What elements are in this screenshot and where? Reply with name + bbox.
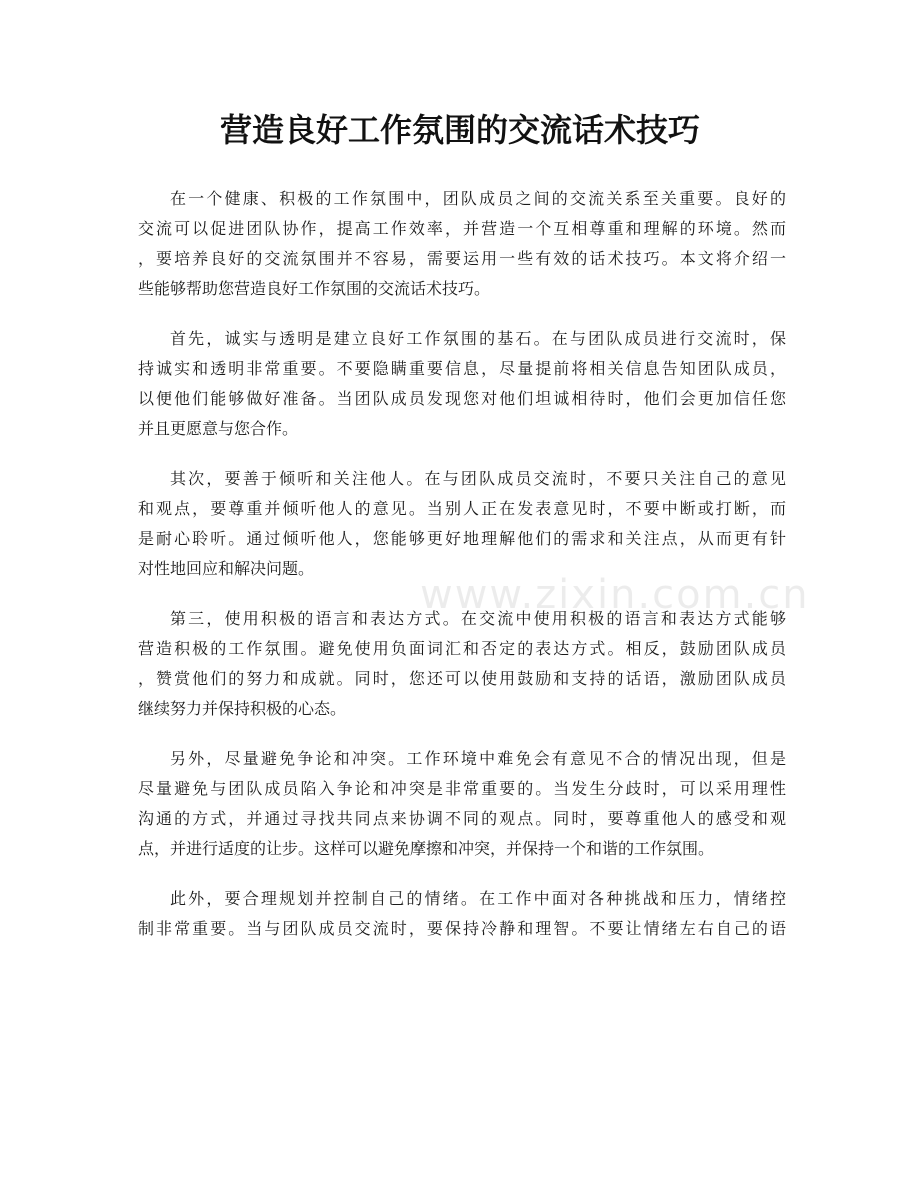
text-line: 些能够帮助您营造良好工作氛围的交流话术技巧。 [138,279,491,298]
text-line: 另外，尽量避免争论和冲突。工作环境中难免会有意见不合的情况出现，但是 [170,749,786,768]
text-line: 沟通的方式，并通过寻找共同点来协调不同的观点。同时，要尊重他人的感受和观 [138,809,786,828]
text-line: ，赞赏他们的努力和成就。同时，您还可以使用鼓励和支持的话语，激励团队成员 [138,669,786,688]
paragraph-5 [138,744,786,864]
document-title: 营造良好工作氛围的交流话术技巧 [219,111,700,149]
paragraph-6 [138,884,786,944]
text-line: 以便他们能够做好准备。当团队成员发现您对他们坦诚相待时，他们会更加信任您 [138,389,786,408]
text-line: 在一个健康、积极的工作氛围中，团队成员之间的交流关系至关重要。良好的 [170,189,786,208]
text-line: ，要培养良好的交流氛围并不容易，需要运用一些有效的话术技巧。本文将介绍一 [138,249,786,268]
paragraph-2 [138,324,786,444]
text-line: 制非常重要。当与团队成员交流时，要保持冷静和理智。不要让情绪左右自己的语 [138,919,786,938]
paragraph-4 [138,604,786,724]
text-line: 交流可以促进团队协作，提高工作效率，并营造一个互相尊重和理解的环境。然而 [138,219,786,238]
text-line: 持诚实和透明非常重要。不要隐瞒重要信息，尽量提前将相关信息告知团队成员， [138,359,786,378]
text-line: 点，并进行适度的让步。这样可以避免摩擦和冲突，并保持一个和谐的工作氛围。 [138,839,715,858]
watermark: www.zixin.com.cn [420,572,810,618]
text-line: 营造积极的工作氛围。避免使用负面词汇和否定的表达方式。相反，鼓励团队成员 [138,639,786,658]
text-line: 和观点，要尊重并倾听他人的意见。当别人正在发表意见时，不要中断或打断，而 [138,499,786,518]
text-line: 并且更愿意与您合作。 [138,419,299,438]
text-line: 首先，诚实与透明是建立良好工作氛围的基石。在与团队成员进行交流时，保 [170,329,786,348]
text-line: 此外，要合理规划并控制自己的情绪。在工作中面对各种挑战和压力，情绪控 [170,889,786,908]
text-line: 其次，要善于倾听和关注他人。在与团队成员交流时，不要只关注自己的意见 [170,469,786,488]
paragraph-1 [138,184,786,304]
text-line: 对性地回应和解决问题。 [138,559,315,578]
paragraph-3 [138,464,786,584]
text-line: 是耐心聆听。通过倾听他人，您能够更好地理解他们的需求和关注点，从而更有针 [138,529,786,548]
text-line: 第三，使用积极的语言和表达方式。在交流中使用积极的语言和表达方式能够 [170,609,786,628]
text-line: 尽量避免与团队成员陷入争论和冲突是非常重要的。当发生分歧时，可以采用理性 [138,779,786,798]
text-line: 继续努力并保持积极的心态。 [138,699,347,718]
